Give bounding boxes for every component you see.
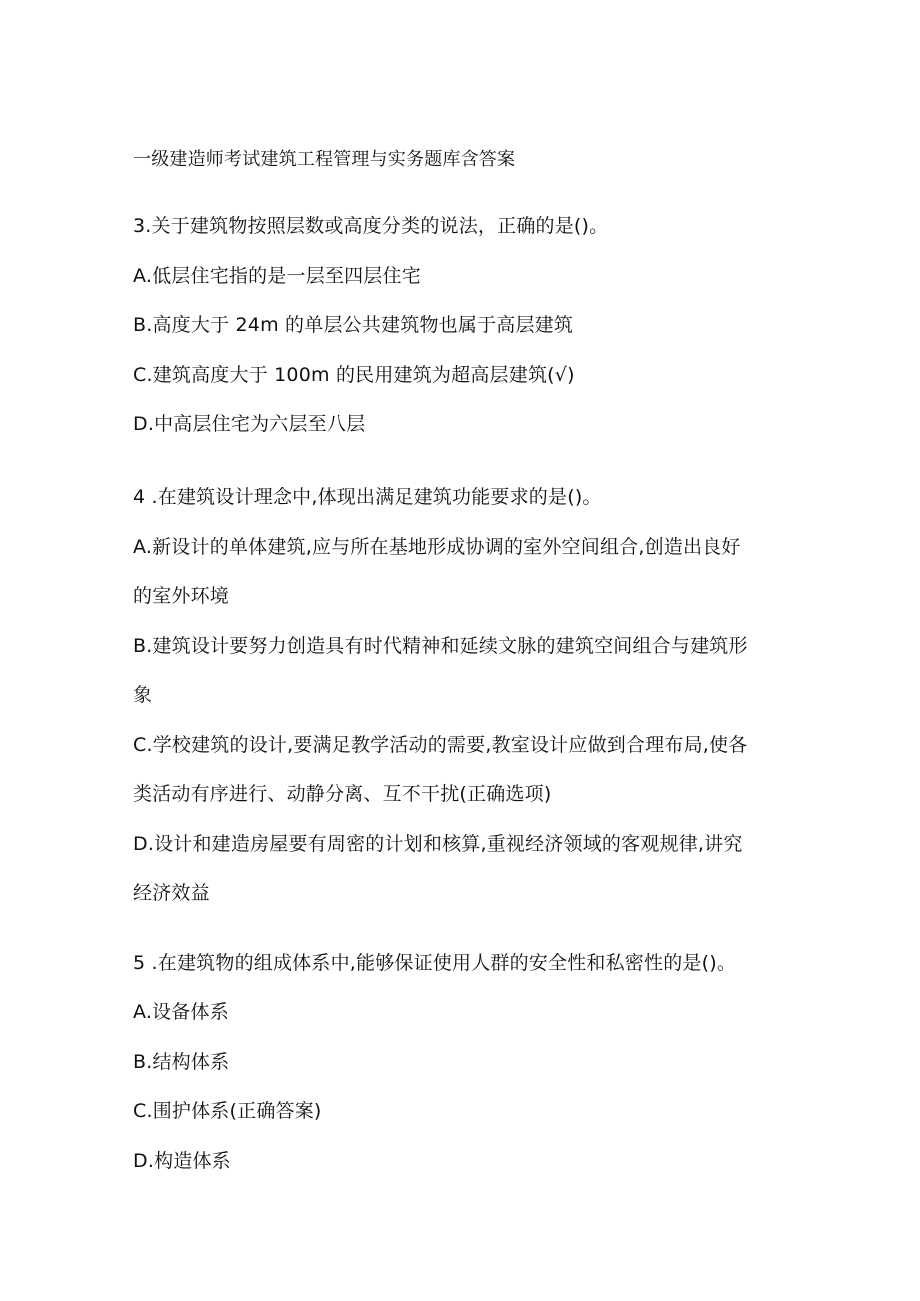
option-a-line-2: 的室外环境 — [133, 585, 230, 607]
option-b: B.结构体系 — [133, 1051, 230, 1073]
option-a: A.设备体系 — [133, 1001, 229, 1023]
option-c-line-2: 类活动有序进行、动静分离、互不干扰(正确选项) — [133, 783, 552, 805]
option-c-line-1: C.学校建筑的设计,要满足教学活动的需要,教室设计应做到合理布局,使各 — [133, 734, 748, 756]
option-d-line-1: D.设计和建造房屋要有周密的计划和核算,重视经济领域的客观规律,讲究 — [133, 833, 743, 855]
option-c: C.围护体系(正确答案) — [133, 1100, 322, 1122]
option-c: C.建筑高度大于 100m 的民用建筑为超高层建筑(√) — [133, 364, 575, 386]
document-title: 一级建造师考试建筑工程管理与实务题库含答案 — [133, 149, 516, 170]
option-a-line-1: A.新设计的单体建筑,应与所在基地形成协调的室外空间组合,创造出良好 — [133, 536, 741, 558]
option-b: B.高度大于 24m 的单层公共建筑物也属于高层建筑 — [133, 314, 574, 336]
question-stem: 3.关于建筑物按照层数或高度分类的说法，正确的是()。 — [133, 215, 609, 237]
option-d: D.构造体系 — [133, 1150, 231, 1172]
option-b-line-2: 象 — [133, 684, 153, 706]
option-d: D.中高层住宅为六层至八层 — [133, 413, 366, 435]
option-b-line-1: B.建筑设计要努力创造具有时代精神和延续文脉的建筑空间组合与建筑形 — [133, 635, 748, 657]
option-a: A.低层住宅指的是一层至四层住宅 — [133, 265, 421, 287]
question-stem: 4 .在建筑设计理念中,体现出满足建筑功能要求的是()。 — [133, 486, 602, 508]
option-d-line-2: 经济效益 — [133, 882, 210, 904]
question-stem: 5 .在建筑物的组成体系中,能够保证使用人群的安全性和私密性的是()。 — [133, 952, 737, 974]
